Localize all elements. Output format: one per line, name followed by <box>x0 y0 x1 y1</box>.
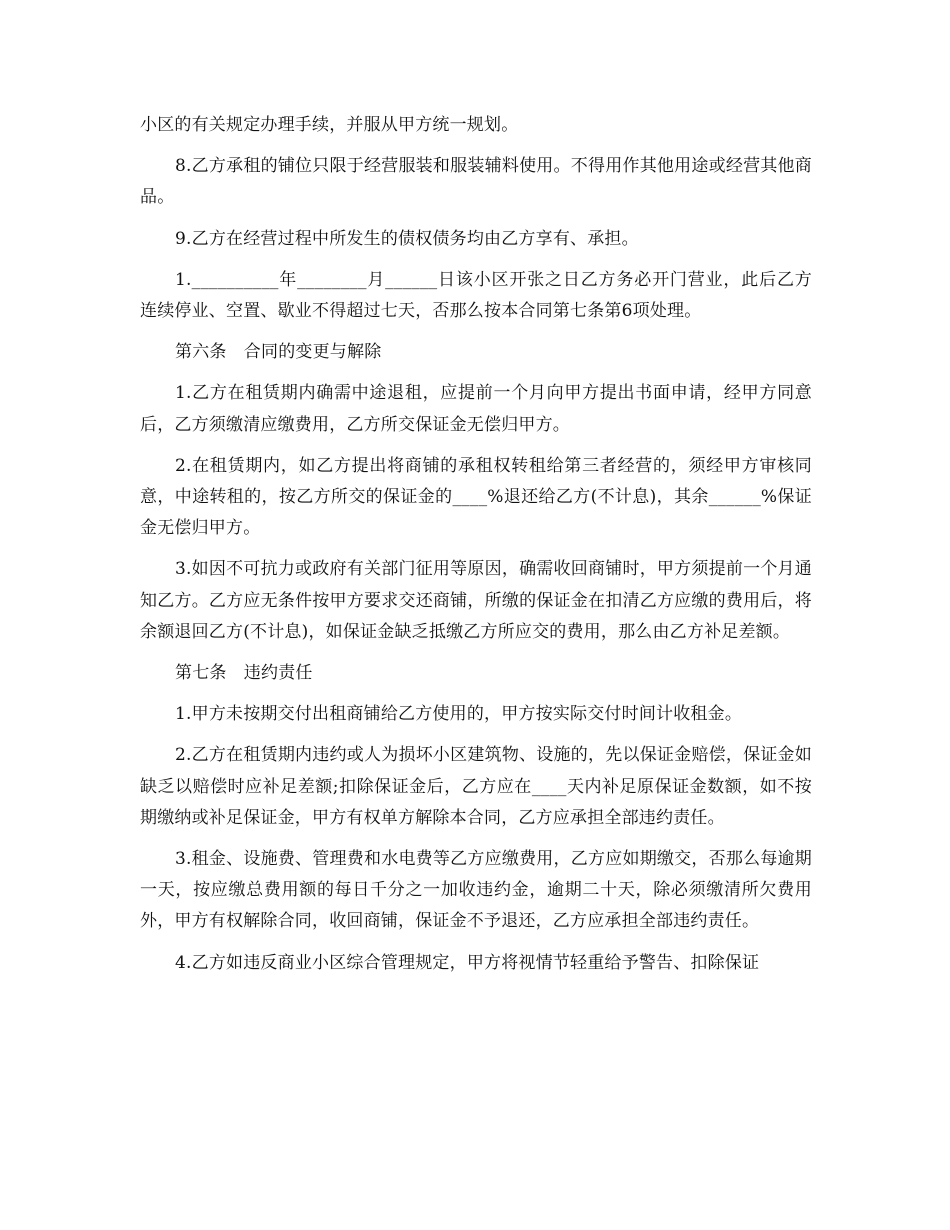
clause-7-2: 2.乙方在租赁期内违约或人为损坏小区建筑物、设施的，先以保证金赔偿，保证金如缺乏以赔偿时应补足差额;扣除保证金后，乙方应在____天内补足原保证金数额，如不按期缴纳或补足保证金，甲方有权单方解除本合同，乙方应承担全部违约责任。 <box>140 745 812 828</box>
clause-opening-date: 1.__________年________月______日该小区开张之日乙方务必开门营业，此后乙方连续停业、空置、歇业不得超过七天，否那么按本合同第七条第6项处理。 <box>140 269 812 322</box>
article-6-heading: 第六条 合同的变更与解除 <box>175 342 382 363</box>
clause-7-4: 4.乙方如违反商业小区综合管理规定，甲方将视情节轻重给予警告、扣除保证 <box>175 952 760 973</box>
clause-5-9: 9.乙方在经营过程中所发生的债权债务均由乙方享有、承担。 <box>175 228 639 249</box>
clause-7-3: 3.租金、设施费、管理费和水电费等乙方应缴费用，乙方应如期缴交，否那么每逾期一天，按应缴总费用额的每日千分之一加收违约金，逾期二十天，除必须缴清所欠费用外，甲方有权解除合同，收回商铺，保证金不予退还，乙方应承担全部违约责任。 <box>140 849 812 932</box>
clause-6-3: 3.如因不可抗力或政府有关部门征用等原因，确需收回商铺时，甲方须提前一个月通知乙方。乙方应无条件按甲方要求交还商铺，所缴的保证金在扣清乙方应缴的费用后，将余额退回乙方(不计息)，如保证金缺乏抵缴乙方所应交的费用，那么由乙方补足差额。 <box>140 559 812 642</box>
clause-6-2: 2.在租赁期内，如乙方提出将商铺的承租权转租给第三者经营的，须经甲方审核同意，中途转租的，按乙方所交的保证金的____%退还给乙方(不计息)，其余______%保证金无偿归甲方。 <box>140 455 812 539</box>
contract-text <box>140 110 812 989</box>
clause-7-1: 1.甲方未按期交付出租商铺给乙方使用的，甲方按实际交付时间计收租金。 <box>175 704 743 725</box>
paragraph-continuation: 小区的有关规定办理手续，并服从甲方统一规划。 <box>140 115 519 135</box>
article-7-heading: 第七条 违约责任 <box>175 663 313 684</box>
clause-5-8: 8.乙方承租的铺位只限于经营服装和服装辅料使用。不得用作其他用途或经营其他商品。 <box>140 156 812 208</box>
clause-6-1: 1.乙方在租赁期内确需中途退租，应提前一个月向甲方提出书面申请，经甲方同意后，乙方须缴清应缴费用，乙方所交保证金无偿归甲方。 <box>140 383 812 435</box>
